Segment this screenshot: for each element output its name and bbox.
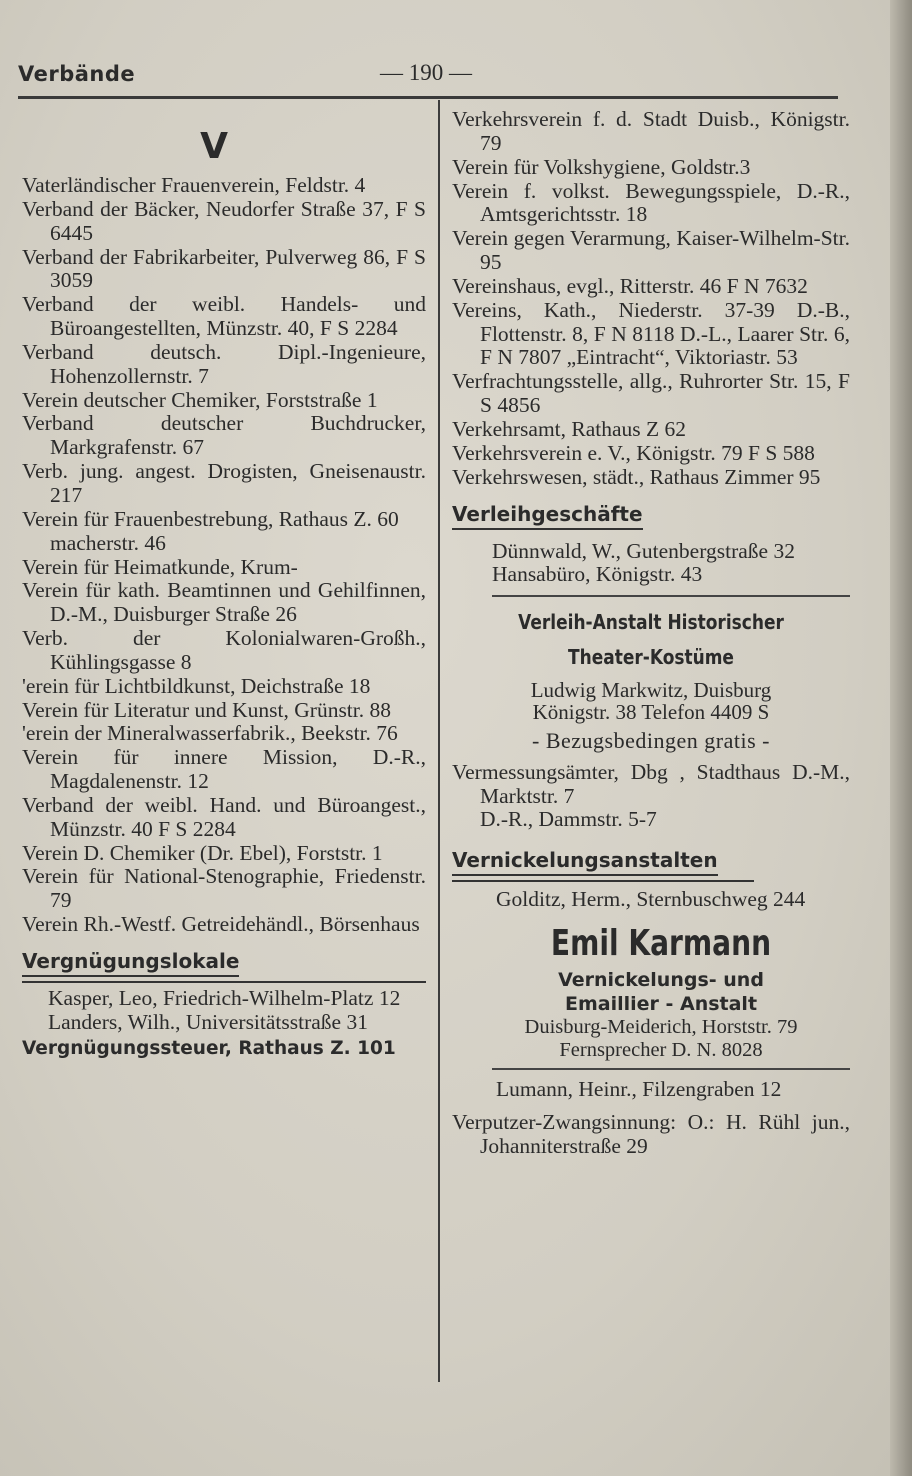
bold-entry: Vergnügungssteuer, Rathaus Z. 101 [22, 1037, 396, 1059]
section-heading: Vernickelungsanstalten [452, 846, 718, 876]
ad-name: Emil Karmann [550, 923, 772, 965]
ad-line: Königstr. 38 Telefon 4409 S [532, 699, 770, 724]
ad-subtitle: Vernickelungs- und [558, 969, 764, 992]
list-item: Verband der weibl. Hand. und Büroangest., Münzstr. 40 F S 2284 [22, 792, 426, 841]
list-item: Verband deutsch. Dipl.-Ingenieure, Hohenzollernstr. 7 [22, 339, 426, 388]
list-item: macherstr. 46 [50, 530, 166, 555]
list-item: Verein gegen Verarmung, Kaiser-Wilhelm-Str. 95 [452, 226, 850, 275]
section-rule [22, 981, 426, 984]
ad-line: Fernsprecher D. N. 8028 [559, 1039, 763, 1062]
list-item: Vaterländischer Frauenverein, Feldstr. 4 [22, 173, 366, 197]
list-item: Verb. der Kolonialwaren-Großh., Kühlingsgasse 8 [22, 626, 426, 674]
list-item: Verputzer-Zwangsinnung: O.: H. Rühl jun., Johanniterstraße 29 [452, 1110, 850, 1159]
list-item: Verkehrsverein e. V., Königstr. 79 F S 588 [452, 440, 815, 465]
list-item: Verb. jung. angest. Drogisten, Gneisenaustr. 217 [22, 459, 426, 507]
list-item: Verein D. Chemiker (Dr. Ebel), Forststr. 1 [22, 840, 383, 865]
list-item: Kasper, Leo, Friedrich-Wilhelm-Platz 12 [48, 986, 401, 1010]
list-item: 'erein der Mineralwasserfabrik., Beekstr. 76 [22, 721, 398, 746]
ad-title: Verleih-Anstalt Historischer [518, 609, 784, 634]
list-item: Verein für Frauenbestrebung, Rathaus Z. 60 [22, 506, 399, 531]
list-item: Vereinshaus, evgl., Ritterstr. 46 F N 7632 [452, 273, 808, 298]
section-rule [452, 880, 754, 883]
list-item: Landers, Wilh., Universitätsstraße 31 [48, 1009, 368, 1034]
section-heading-wrap [452, 832, 850, 880]
left-column [22, 108, 426, 1061]
header-rule [18, 96, 838, 99]
list-item: Golditz, Herm., Sternbuschweg 244 [496, 887, 806, 912]
list-item: D.-R., Dammstr. 5-7 [480, 807, 657, 832]
list-item: Vermessungsämter, Dbg , Stadthaus D.-M., Marktstr. 7 [452, 759, 850, 808]
list-item: Verein für Volkshygiene, Goldstr.3 [452, 154, 751, 179]
divider [492, 1068, 850, 1070]
list-item: Verein für innere Mission, D.-R., Magdalenenstr. 12 [22, 745, 426, 794]
section-heading-wrap [452, 490, 850, 534]
divider [492, 595, 850, 597]
ad-tagline: - Bezugsbedingen gratis - [532, 727, 770, 753]
list-item: Verband der Bäcker, Neudorfer Straße 37, F S 6445 [22, 196, 426, 245]
list-item: Verband der weibl. Handels- und Büroangestellten, Münzstr. 40, F S 2284 [22, 292, 426, 341]
list-item: Verein f. volkst. Bewegungsspiele, D.-R., Amtsgerichtsstr. 18 [452, 178, 850, 227]
section-letter: V [200, 126, 228, 167]
running-head: Verbände [18, 62, 136, 86]
list-item: Verein deutscher Chemiker, Forststraße 1 [22, 387, 378, 412]
list-item: Verein für Literatur und Kunst, Grünstr. 88 [22, 697, 392, 722]
list-item: Hansabüro, Königstr. 43 [492, 562, 703, 587]
list-item: Lumann, Heinr., Filzengraben 12 [496, 1076, 782, 1101]
ad-title: Theater-Kostüme [568, 644, 734, 669]
list-item: Verkehrsverein f. d. Stadt Duisb., Königstr. 79 [452, 107, 850, 155]
section-heading: Vergnügungslokale [22, 947, 239, 977]
list-item: Verein für National-Stenographie, Friedenstr. 79 [22, 864, 426, 913]
page-edge [890, 0, 912, 1476]
list-item: Verkehrswesen, städt., Rathaus Zimmer 95 [452, 464, 821, 489]
list-item: Verein Rh.-Westf. Getreidehändl., Börsenhaus [22, 912, 420, 937]
section-heading: Verleihgeschäfte [452, 500, 643, 530]
right-column [452, 108, 850, 1159]
list-item: Verfrachtungsstelle, allg., Ruhrorter Str. 15, F S 4856 [452, 369, 850, 418]
list-item: Verband deutscher Buchdrucker, Markgrafenstr. 67 [22, 411, 426, 460]
list-item: Verband der Fabrikarbeiter, Pulverweg 86, F S 3059 [22, 244, 426, 293]
header [0, 58, 912, 98]
ad-line: Duisburg-Meiderich, Horststr. 79 [524, 1016, 798, 1039]
list-item: Verein für kath. Beamtinnen und Gehilfinnen, D.-M., Duisburger Straße 26 [22, 578, 426, 627]
list-item: Dünnwald, W., Gutenbergstraße 32 [492, 538, 795, 563]
advertisement-karmann [452, 920, 850, 1062]
list-item: Vereins, Kath., Niederstr. 37-39 D.-B., Flottenstr. 8, F N 8118 D.-L., Laarer Str. 6, F N 7807 „Eintracht“, Viktoriastr. 53 [452, 297, 850, 370]
list-item: 'erein für Lichtbildkunst, Deichstraße 18 [22, 673, 371, 698]
page-number: — 190 — [380, 60, 472, 85]
list-item: Verein für Heimatkunde, Krum- [22, 554, 298, 579]
column-rule [438, 100, 440, 1382]
list-item: Verkehrsamt, Rathaus Z 62 [452, 416, 687, 441]
ad-line: Ludwig Markwitz, Duisburg [530, 677, 772, 702]
ad-subtitle: Emaillier - Anstalt [564, 993, 758, 1016]
section-heading-wrap [22, 937, 426, 981]
advertisement-costumes [452, 605, 850, 759]
